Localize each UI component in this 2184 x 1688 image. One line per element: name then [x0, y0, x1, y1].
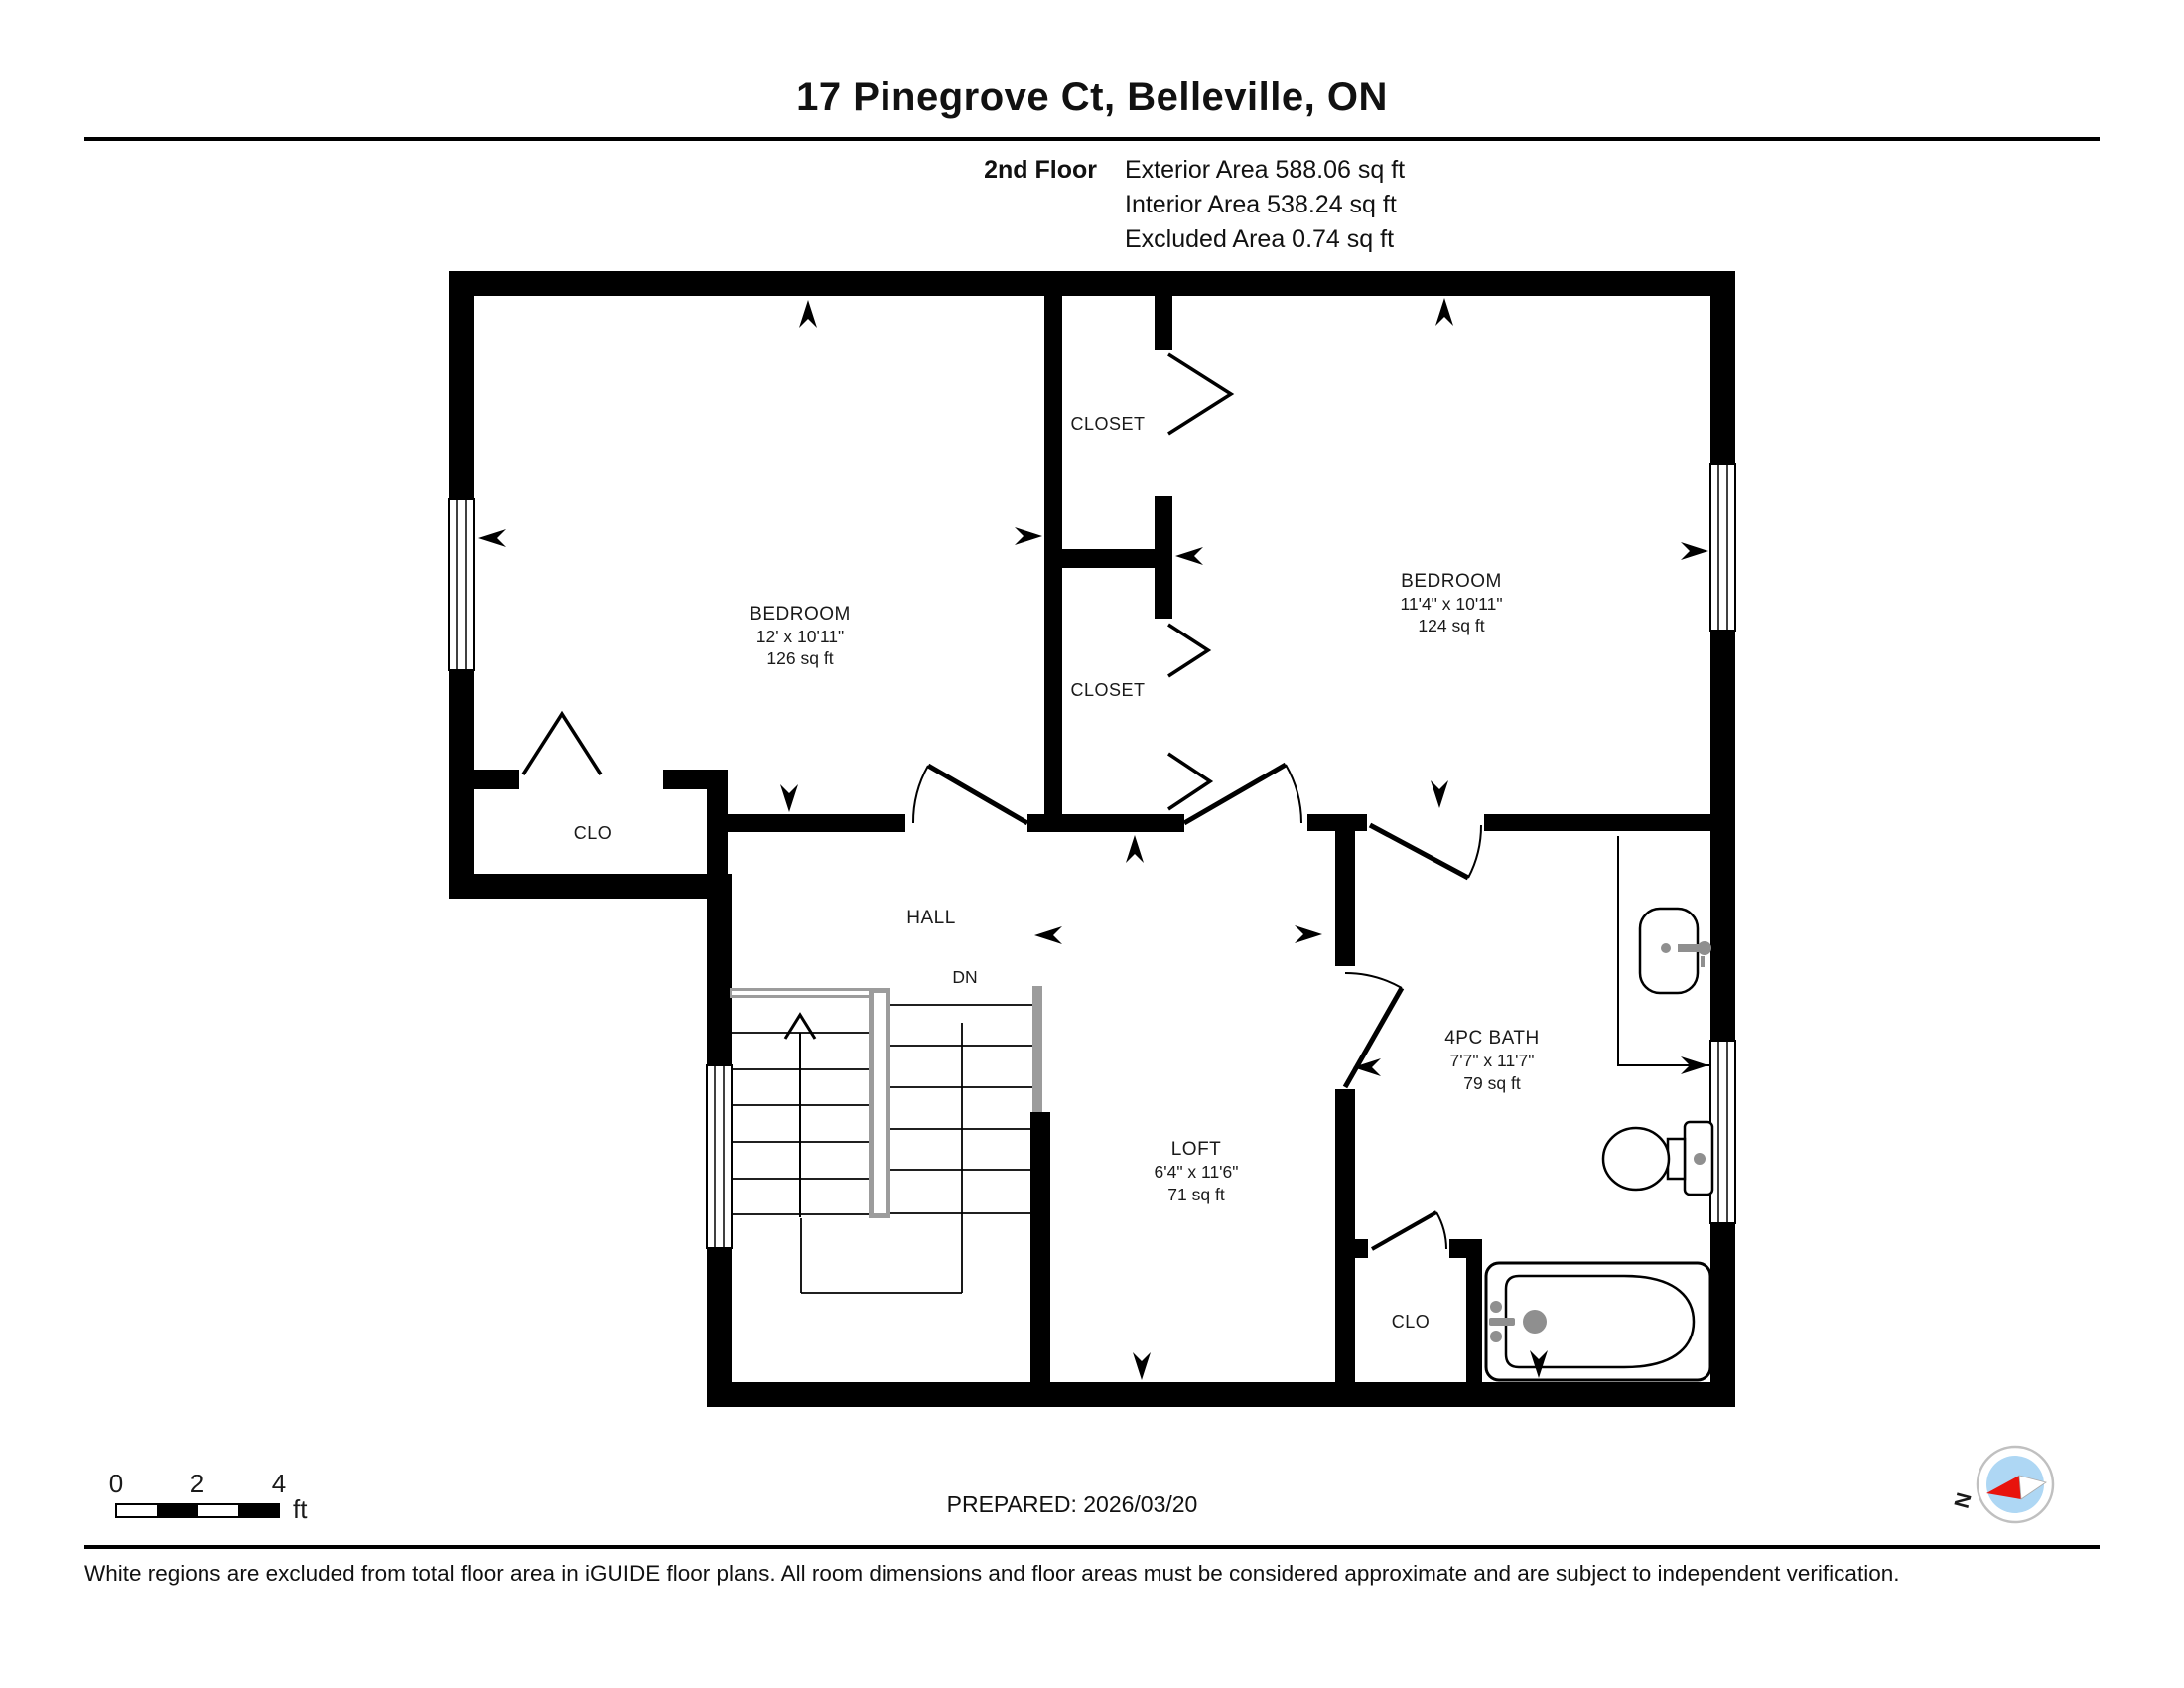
- arrow-left-icon: [1034, 926, 1062, 944]
- label-bath: [1444, 1028, 1540, 1093]
- stair-rails: [730, 986, 1042, 1218]
- scale-bar: [84, 1475, 323, 1534]
- label-dn: DN: [952, 967, 978, 987]
- wall-bathclo-north-left: [1352, 1239, 1368, 1258]
- window-stairwell: [707, 1065, 732, 1248]
- arrow-up-icon: [1126, 835, 1144, 863]
- arrow-right-icon: [1681, 542, 1708, 560]
- room-dims: 12' x 10'11": [755, 627, 845, 646]
- bifold-closet-bottom-b-icon: [1168, 754, 1210, 809]
- room-name: LOFT: [1170, 1139, 1222, 1160]
- wall-hall-seg3: [1484, 814, 1710, 831]
- arrow-up-icon: [799, 300, 817, 328]
- arrow-down-icon: [1133, 1352, 1151, 1380]
- bifold-closet-top-icon: [1168, 354, 1231, 434]
- wall-lowerleft-a: [707, 874, 732, 1065]
- room-area: 79 sq ft: [1463, 1073, 1521, 1093]
- window-bath: [1710, 1041, 1735, 1223]
- room-name: BEDROOM: [750, 604, 851, 625]
- label-clo-left: CLO: [573, 823, 613, 843]
- wall-right-b: [1710, 631, 1735, 1041]
- dimension-arrows: [478, 298, 1708, 1380]
- prepared-date: PREPARED: 2026/03/20: [946, 1491, 1198, 1517]
- room-area: 71 sq ft: [1167, 1185, 1225, 1204]
- arrow-down-icon: [1431, 780, 1448, 808]
- scale-unit: ft: [293, 1494, 308, 1524]
- wall-closet-west: [1044, 296, 1062, 832]
- room-area: 126 sq ft: [766, 648, 834, 668]
- bifold-closet-bottom-a-icon: [1168, 625, 1208, 676]
- arrow-left-icon: [478, 529, 506, 547]
- room-name: 4PC BATH: [1444, 1028, 1540, 1049]
- room-dims: 11'4" x 10'11": [1400, 594, 1503, 614]
- wall-left-upper: [449, 271, 474, 499]
- label-hall: HALL: [906, 908, 956, 928]
- scale-bar-segments: [116, 1504, 279, 1517]
- scale-tick-2: 2: [189, 1475, 205, 1498]
- wall-clo-north-left: [470, 770, 519, 789]
- label-loft: [1155, 1139, 1239, 1204]
- wall-closet-divider: [1062, 549, 1155, 568]
- footer-disclaimer: White regions are excluded from total floor area in iGUIDE floor plans. All room dimensions and floor areas must be considered approximate and are subject to independent verification.: [84, 1561, 1900, 1586]
- window-bedroom-right: [1710, 464, 1735, 631]
- wall-hall: [1027, 814, 1184, 832]
- label-closet-top: CLOSET: [1070, 414, 1146, 434]
- wall-loftbath-upper: [1335, 831, 1355, 966]
- wall-right-a: [1710, 271, 1735, 464]
- door-bath: [1370, 825, 1481, 878]
- room-dims: 7'7" x 11'7": [1449, 1051, 1535, 1070]
- wall-closet-stub-mid: [1155, 496, 1172, 619]
- rail-top-inner: [732, 991, 888, 995]
- room-name: BEDROOM: [1401, 571, 1502, 592]
- wall-bathclo-north-right: [1449, 1239, 1482, 1258]
- footer-divider: [84, 1545, 2100, 1549]
- door-bedroom-left: [913, 766, 1027, 823]
- wall-bottom: [707, 1382, 1735, 1407]
- floor-label: 2nd Floor: [984, 156, 1097, 184]
- wall-bed1-south: [728, 814, 905, 832]
- wall-stair-partition: [1030, 1112, 1050, 1382]
- interior-area: Interior Area 538.24 sq ft: [1125, 191, 1397, 218]
- bathtub-icon: [1486, 1263, 1710, 1380]
- windows: [449, 464, 1735, 1248]
- door-bath-clo: [1372, 1212, 1446, 1249]
- wall-top: [452, 271, 1735, 296]
- arrow-right-icon: [1295, 925, 1322, 943]
- wall-loftbath-lower: [1335, 1089, 1355, 1382]
- label-clo-bath: CLO: [1391, 1312, 1431, 1332]
- wall-right-c: [1710, 1223, 1735, 1407]
- room-dims: 6'4" x 11'6": [1154, 1162, 1239, 1182]
- wall-bathclo-east: [1466, 1258, 1482, 1382]
- arrow-left-icon: [1175, 547, 1203, 565]
- arrow-down-icon: [780, 784, 798, 812]
- stairs-lower-outline: [801, 1218, 962, 1293]
- arrow-up-icon: [1435, 298, 1453, 326]
- rail-middle-inner: [874, 993, 886, 1213]
- arrow-right-icon: [1015, 527, 1042, 545]
- label-closet-bottom: CLOSET: [1070, 680, 1146, 700]
- wall-closet-stub-top: [1155, 296, 1172, 350]
- bifold-clo-left-icon: [523, 714, 601, 774]
- vanity-sink-icon: [1618, 836, 1711, 1065]
- window-bedroom-left: [449, 499, 474, 670]
- rail-right: [1032, 986, 1042, 1112]
- compass-icon: [1941, 1435, 2060, 1544]
- scale-tick-4: 4: [271, 1475, 287, 1498]
- bath-fixtures: [1486, 836, 1712, 1380]
- header-divider: [84, 137, 2100, 141]
- wall-clo-east: [707, 770, 728, 879]
- toilet-icon: [1603, 1122, 1712, 1195]
- excluded-area: Excluded Area 0.74 sq ft: [1125, 225, 1395, 253]
- exterior-area: Exterior Area 588.06 sq ft: [1125, 156, 1406, 184]
- scale-tick-0: 0: [108, 1475, 124, 1498]
- stairs-up-arrow: [785, 1015, 815, 1217]
- page-title: 17 Pinegrove Ct, Belleville, ON: [796, 75, 1388, 119]
- floor-plan: [427, 238, 1767, 1440]
- door-bedroom-right: [1184, 765, 1301, 823]
- label-bedroom-right: [1400, 571, 1502, 635]
- wall-hall-seg2: [1307, 814, 1367, 831]
- stairs-down-flight: [890, 1005, 1032, 1293]
- room-area: 124 sq ft: [1418, 616, 1485, 635]
- compass-north-label: N: [1950, 1490, 1977, 1511]
- walls: [449, 271, 1735, 1407]
- wall-clo-bottom: [449, 874, 730, 899]
- label-bedroom-left: [750, 604, 851, 668]
